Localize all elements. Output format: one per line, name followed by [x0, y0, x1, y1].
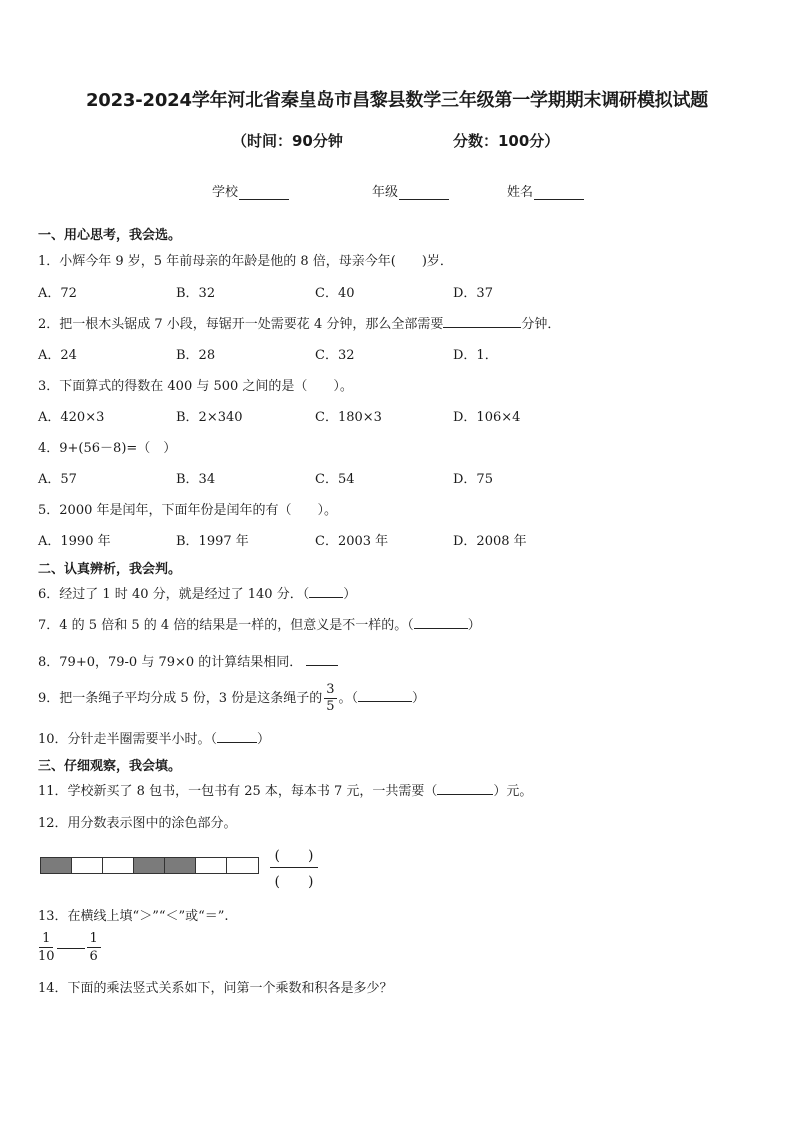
q4-option-a[interactable]: A．57 — [38, 472, 77, 487]
q5-option-a[interactable]: A．1990 年 — [38, 534, 111, 549]
question-7 — [38, 614, 481, 633]
q2-option-d[interactable]: D．1． — [453, 348, 498, 363]
q1-option-c[interactable]: C．40 — [315, 286, 355, 301]
strip-cell-shaded — [134, 858, 165, 873]
question-5: 5．2000 年是闰年，下面年份是闰年的有（ ）。 — [38, 503, 337, 518]
strip-cell-shaded — [165, 858, 196, 873]
q4-option-d[interactable]: D．75 — [453, 472, 493, 487]
grade-label: 年级 — [372, 185, 399, 200]
q5-option-b[interactable]: B．1997 年 — [176, 534, 249, 549]
strip-cell-empty — [103, 858, 134, 873]
q12-answer-fraction[interactable] — [270, 845, 318, 891]
q5-option-c[interactable]: C．2003 年 — [315, 534, 389, 549]
q9-text: 9．把一条绳子平均分成 5 份，3 份是这条绳子的 — [38, 691, 323, 706]
question-13: 13．在横线上填“＞”“＜”或“＝”. — [38, 909, 229, 924]
strip-cell-empty — [227, 858, 258, 873]
q9-end: ） — [412, 691, 426, 706]
name-line[interactable] — [534, 187, 584, 200]
section-heading-1: 一、用心思考，我会选。 — [38, 228, 182, 243]
question-10 — [38, 728, 270, 747]
grade-line[interactable] — [399, 187, 449, 200]
q11-answer-blank[interactable] — [437, 782, 493, 795]
question-1-options — [38, 282, 758, 300]
question-8 — [38, 651, 338, 670]
exam-score: 分数：100分） — [453, 132, 560, 150]
q10-answer-blank[interactable] — [217, 730, 257, 743]
q8-text: 8．79+0，79-0 与 79×0 的计算结果相同． — [38, 655, 303, 670]
question-2 — [38, 313, 560, 332]
fraction-strip-figure — [40, 857, 259, 874]
exam-time: （时间：90分钟 — [232, 132, 343, 150]
question-5-options — [38, 530, 758, 548]
q13-left-denominator: 10 — [38, 949, 55, 964]
q12-answer-denominator[interactable]: ( ) — [274, 874, 314, 890]
q8-answer-blank[interactable] — [306, 653, 338, 666]
q13-comparison-blank[interactable] — [57, 947, 85, 949]
q2-option-a[interactable]: A．24 — [38, 348, 77, 363]
q3-option-b[interactable]: B．2×340 — [176, 410, 243, 425]
question-6 — [38, 583, 356, 602]
section-heading-2: 二、认真辨析，我会判。 — [38, 562, 182, 577]
q7-text: 7．4 的 5 倍和 5 的 4 倍的结果是一样的，但意义是不一样的。（ — [38, 618, 414, 633]
q9-fraction — [324, 682, 336, 715]
strip-cell-empty — [72, 858, 103, 873]
section-heading-3: 三、仔细观察，我会填。 — [38, 759, 182, 774]
q1-option-a[interactable]: A．72 — [38, 286, 77, 301]
strip-cell-empty — [196, 858, 227, 873]
q13-fraction-left — [38, 930, 55, 965]
q2-text-b: 分钟． — [521, 317, 561, 332]
q6-text: 6．经过了 1 时 40 分，就是经过了 140 分．（ — [38, 587, 310, 602]
q3-option-a[interactable]: A．420×3 — [38, 410, 105, 425]
name-label: 姓名 — [507, 185, 534, 200]
q11-text: 11．学校新买了 8 包书，一包书有 25 本，每本书 7 元，一共需要（ — [38, 784, 438, 799]
question-11 — [38, 780, 532, 799]
q9-text-b: 。（ — [338, 691, 359, 706]
q13-comparison — [38, 930, 101, 965]
q7-answer-blank[interactable] — [414, 616, 468, 629]
q2-answer-blank[interactable] — [443, 315, 521, 328]
question-1: 1．小辉今年 9 岁，5 年前母亲的年龄是他的 8 倍，母亲今年( )岁． — [38, 254, 453, 269]
question-4-options — [38, 468, 758, 486]
q9-fraction-denominator: 5 — [326, 699, 335, 714]
q10-end: ） — [257, 732, 271, 747]
question-3: 3．下面算式的得数在 400 与 500 之间的是（ ）。 — [38, 379, 353, 394]
q6-end: ） — [343, 587, 357, 602]
question-2-options — [38, 344, 758, 362]
q2-option-c[interactable]: C．32 — [315, 348, 355, 363]
question-9 — [38, 682, 425, 715]
q4-option-b[interactable]: B．34 — [176, 472, 216, 487]
strip-cell-shaded — [41, 858, 72, 873]
q4-option-c[interactable]: C．54 — [315, 472, 355, 487]
school-field[interactable] — [212, 181, 289, 200]
q5-option-d[interactable]: D．2008 年 — [453, 534, 527, 549]
question-14: 14．下面的乘法竖式关系如下，问第一个乘数和积各是多少？ — [38, 981, 393, 996]
question-3-options — [38, 406, 758, 424]
exam-title: 2023-2024学年河北省秦皇岛市昌黎县数学三年级第一学期期末调研模拟试题 — [85, 90, 709, 111]
q3-option-c[interactable]: C．180×3 — [315, 410, 382, 425]
school-line[interactable] — [239, 187, 289, 200]
name-field[interactable] — [507, 181, 584, 200]
q12-answer-numerator[interactable]: ( ) — [270, 845, 318, 868]
q13-fraction-right — [87, 930, 101, 965]
q13-right-numerator: 1 — [87, 930, 101, 948]
q1-option-d[interactable]: D．37 — [453, 286, 493, 301]
grade-field[interactable] — [372, 181, 449, 200]
q6-answer-blank[interactable] — [309, 585, 343, 598]
q3-option-d[interactable]: D．106×4 — [453, 410, 521, 425]
school-label: 学校 — [212, 185, 239, 200]
q13-left-numerator: 1 — [39, 930, 53, 948]
question-12: 12．用分数表示图中的涂色部分。 — [38, 816, 237, 831]
q2-text-a: 2．把一根木头锯成 7 小段，每锯开一处需要花 4 分钟，那么全部需要 — [38, 317, 444, 332]
q1-option-b[interactable]: B．32 — [176, 286, 216, 301]
q7-end: ） — [467, 618, 481, 633]
q9-answer-blank[interactable] — [358, 689, 412, 702]
q2-option-b[interactable]: B．28 — [176, 348, 216, 363]
q11-end: ）元。 — [493, 784, 533, 799]
q9-fraction-numerator: 3 — [326, 682, 335, 697]
q10-text: 10．分针走半圈需要半小时。（ — [38, 732, 218, 747]
question-4: 4．9+(56－8)=（ ） — [38, 441, 177, 456]
q13-right-denominator: 6 — [89, 949, 98, 964]
